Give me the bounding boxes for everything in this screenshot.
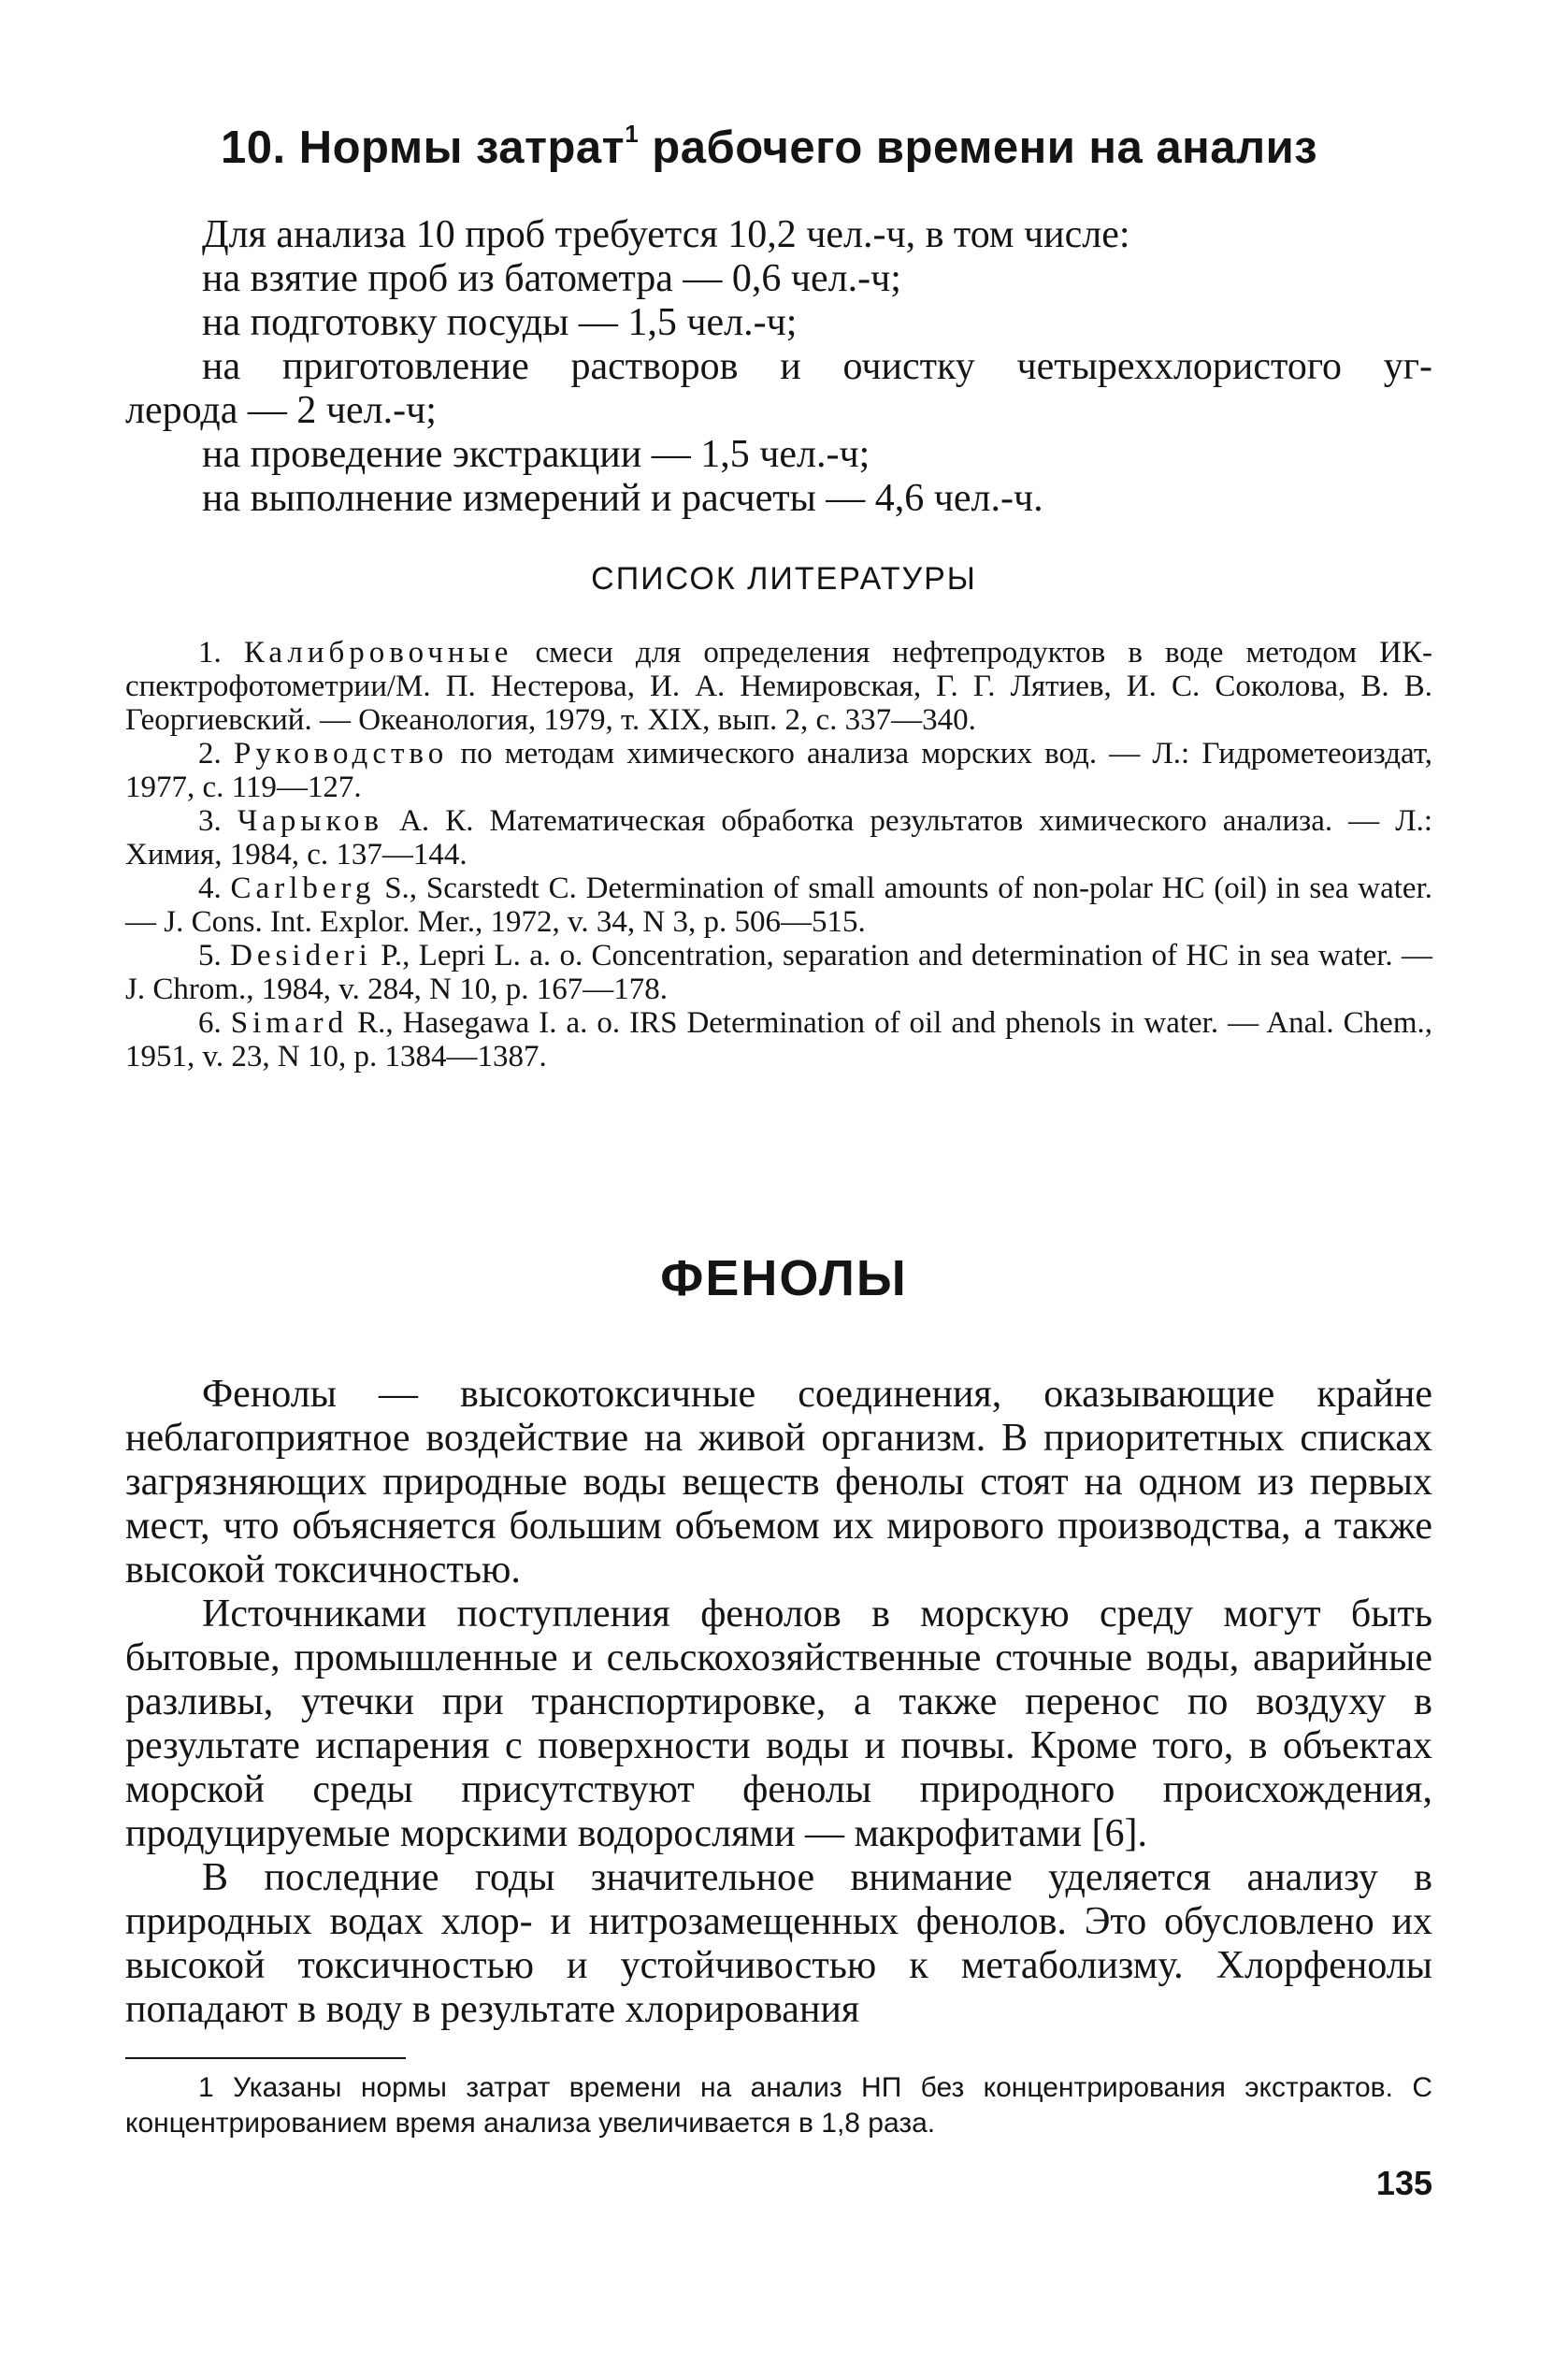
norms-item: на подготовку посуды — 1,5 чел.-ч; [202,301,798,344]
reference-number: 1. [198,636,222,670]
norms-item-continued: лерода — 2 чел.-ч; [125,389,437,432]
footnote [125,2070,1432,2141]
reference-author: Чарыков [237,804,384,838]
footnote-divider [125,2057,406,2059]
reference-text: R., Hasegawa I. a. o. IRS Determination of oil and phenols in water. — Anal. Chem., 1951, v. 23, N 10, p. 1384—1387. [125,1006,1432,1073]
reference-item [125,1006,1432,1073]
reference-author: Руководство [233,737,449,771]
reference-author: Калибровочные [243,636,513,670]
reference-text: по методам химического анализа морских вод. — Л.: Гидрометеоиздат, 1977, с. 119—127. [125,737,1433,804]
norms-intro: Для анализа 10 проб требуется 10,2 чел.-ч, в том числе: [202,213,1130,256]
footnote-mark: 1 [198,2072,214,2103]
reference-number: 6. [198,1006,222,1040]
reference-item [125,636,1432,737]
footnote-marker: 1 [625,120,640,148]
references-list [125,636,1432,1073]
reference-author: Desideri [230,939,372,973]
body-paragraph: В последние годы значительное внимание уделяется анализу в природных водах хлор- и нитрозамещенных фенолов. Это обусловлено их высокой токсичностью и устойчивостью к метаболизму. Хлорфенолы попадают в воду в результате хлорирования [125,1856,1432,2031]
norms-item: на взятие проб из батометра — 0,6 чел.-ч; [202,257,901,300]
norms-item: на проведение экстракции — 1,5 чел.-ч; [202,433,870,476]
reference-text: А. К. Математическая обработка результатов химического анализа. — Л.: Химия, 1984, с. 137—144. [125,804,1433,872]
reference-number: 4. [198,872,222,905]
reference-number: 3. [198,804,222,838]
reference-author: Simard [230,1006,349,1040]
reference-item [125,737,1432,804]
reference-text: S., Scarstedt C. Determination of small amounts of non-polar HC (oil) in sea water. — J. Cons. Int. Explor. Mer., 1972, v. 34, N 3, p. 506—515. [125,872,1432,939]
body-paragraph: Источниками поступления фенолов в морскую среду могут быть бытовые, промышленные и сельскохозяйственные сточные воды, аварийные разливы, утечки при транспортировке, а также перенос по воздуху в результате испарения с поверхности воды и почвы. Кроме того, в объектах морской среды присутствуют фенолы природного происхождения, продуцируемые морскими водорослями — макрофитами [6]. [125,1592,1432,1855]
section-title [221,122,1436,174]
reference-text: P., Lepri L. a. o. Concentration, separation and determination of HC in sea water. — J. Chrom., 1984, v. 284, N 10, p. 167—178. [125,939,1432,1006]
references-heading: СПИСОК ЛИТЕРАТУРЫ [591,561,977,597]
chapter-title: ФЕНОЛЫ [660,1250,908,1306]
norms-item: на выполнение измерений и расчеты — 4,6 чел.-ч. [202,477,1043,520]
reference-number: 2. [198,737,222,771]
section-title-main: 10. Нормы затрат [221,122,626,173]
body-paragraph: Фенолы — высокотоксичные соединения, оказывающие крайне неблагоприятное воздействие на живой организм. В приоритетных списках загрязняющих природные воды веществ фенолы стоят на одном из первых мест, что объясняется большим объемом их мирового производства, а также высокой токсичностью. [125,1373,1432,1592]
reference-author: Carlberg [230,872,376,905]
footnote-text: Указаны нормы затрат времени на анализ НП без концентрирования экстрактов. С концентрированием время анализа увеличивается в 1,8 раза. [125,2072,1432,2139]
section-title-rest: рабочего времени на анализ [639,122,1318,173]
chapter-body [125,1373,1432,2032]
reference-item [125,939,1432,1006]
norms-item: на приготовление растворов и очистку четыреххлористого уг- [202,345,1432,388]
reference-item [125,804,1432,872]
reference-text: смеси для определения нефтепродуктов в воде методом ИК-спектрофотометрии/М. П. Нестерова, И. А. Немировская, Г. Г. Лятиев, И. С. Соколова, В. В. Георгиевский. — Океанология, 1979, т. XIX, вып. 2, с. 337—340. [125,636,1433,737]
time-norms-list [125,213,1432,521]
page-number: 135 [1375,2164,1432,2202]
reference-number: 5. [198,939,222,973]
reference-item [125,872,1432,939]
